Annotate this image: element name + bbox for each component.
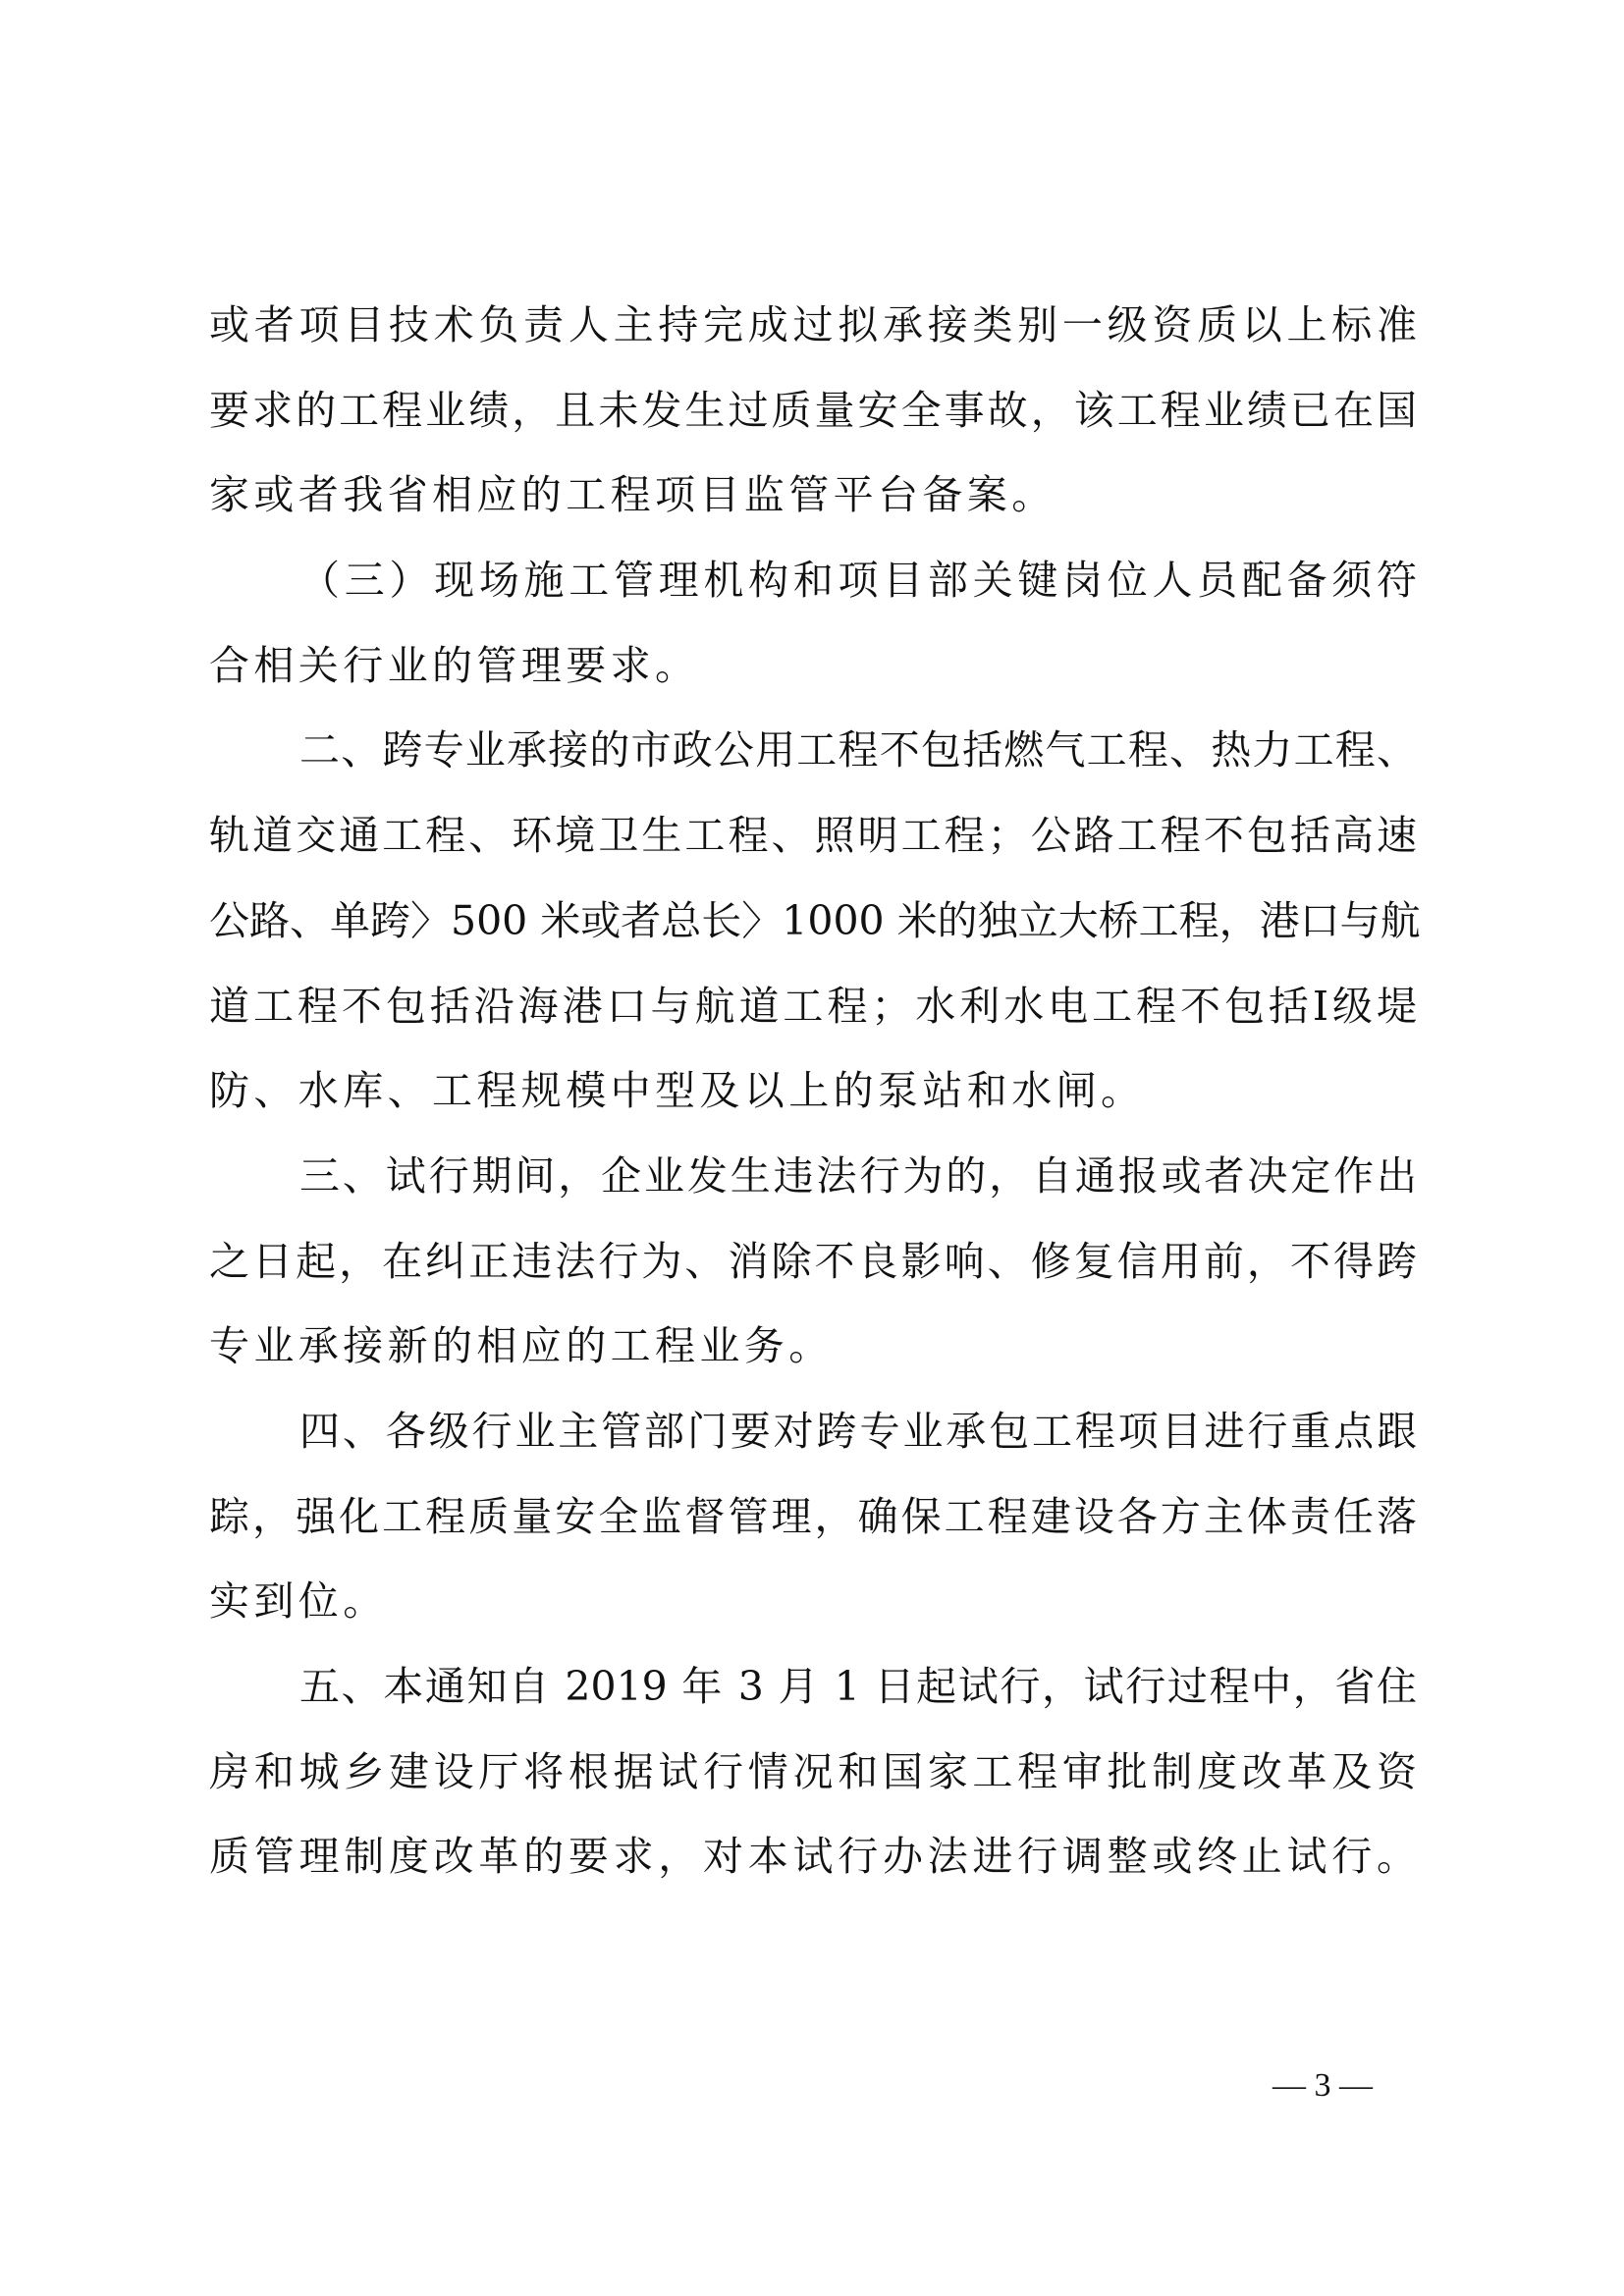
text-line: 家或者我省相应的工程项目监管平台备案。 xyxy=(209,471,1056,519)
text-line: （三）现场施工管理机构和项目部关键岗位人员配备须符 xyxy=(299,557,1417,605)
text-line: 二、跨专业承接的市政公用工程不包括燃气工程、热力工程、 xyxy=(299,726,1417,774)
paragraph-section-2 xyxy=(209,708,1421,1133)
paragraph-section-5 xyxy=(209,1644,1417,1899)
paragraph-item-3 xyxy=(209,538,1417,708)
text-line: 房和城乡建设厅将根据试行情况和国家工程审批制度改革及资 xyxy=(209,1747,1417,1795)
text-line: 公路、单跨〉500 米或者总长〉1000 米的独立大桥工程，港口与航 xyxy=(209,896,1421,944)
paragraph-section-4 xyxy=(209,1389,1417,1644)
text-line: 轨道交通工程、环境卫生工程、照明工程；公路工程不包括高速 xyxy=(209,812,1417,860)
text-line: 要求的工程业绩，且未发生过质量安全事故，该工程业绩已在国 xyxy=(209,386,1417,434)
text-line: 四、各级行业主管部门要对跨专业承包工程项目进行重点跟 xyxy=(299,1407,1417,1455)
body-text xyxy=(209,283,1421,1899)
text-line: 专业承接新的相应的工程业务。 xyxy=(209,1322,834,1370)
text-line: 之日起，在纠正违法行为、消除不良影响、修复信用前，不得跨 xyxy=(209,1237,1417,1285)
text-line: 踪，强化工程质量安全监督管理，确保工程建设各方主体责任落 xyxy=(209,1492,1417,1540)
text-line: 三、试行期间，企业发生违法行为的，自通报或者决定作出 xyxy=(299,1151,1417,1200)
text-line: 五、本通知自 2019 年 3 月 1 日起试行，试行过程中，省住 xyxy=(299,1663,1417,1710)
text-line: 合相关行业的管理要求。 xyxy=(209,641,700,689)
text-line: 道工程不包括沿海港口与航道工程；水利水电工程不包括Ⅰ级堤 xyxy=(209,982,1417,1030)
page-number: — 3 — xyxy=(1272,2067,1373,2104)
text-line: 实到位。 xyxy=(209,1577,388,1626)
paragraph-continuation xyxy=(209,283,1417,538)
text-line: 质管理制度改革的要求，对本试行办法进行调整或终止试行。 xyxy=(209,1833,1417,1881)
text-line: 防、水库、工程规模中型及以上的泵站和水闸。 xyxy=(209,1067,1146,1115)
paragraph-section-3 xyxy=(209,1134,1417,1389)
text-line: 或者项目技术负责人主持完成过拟承接类别一级资质以上标准 xyxy=(209,301,1417,348)
